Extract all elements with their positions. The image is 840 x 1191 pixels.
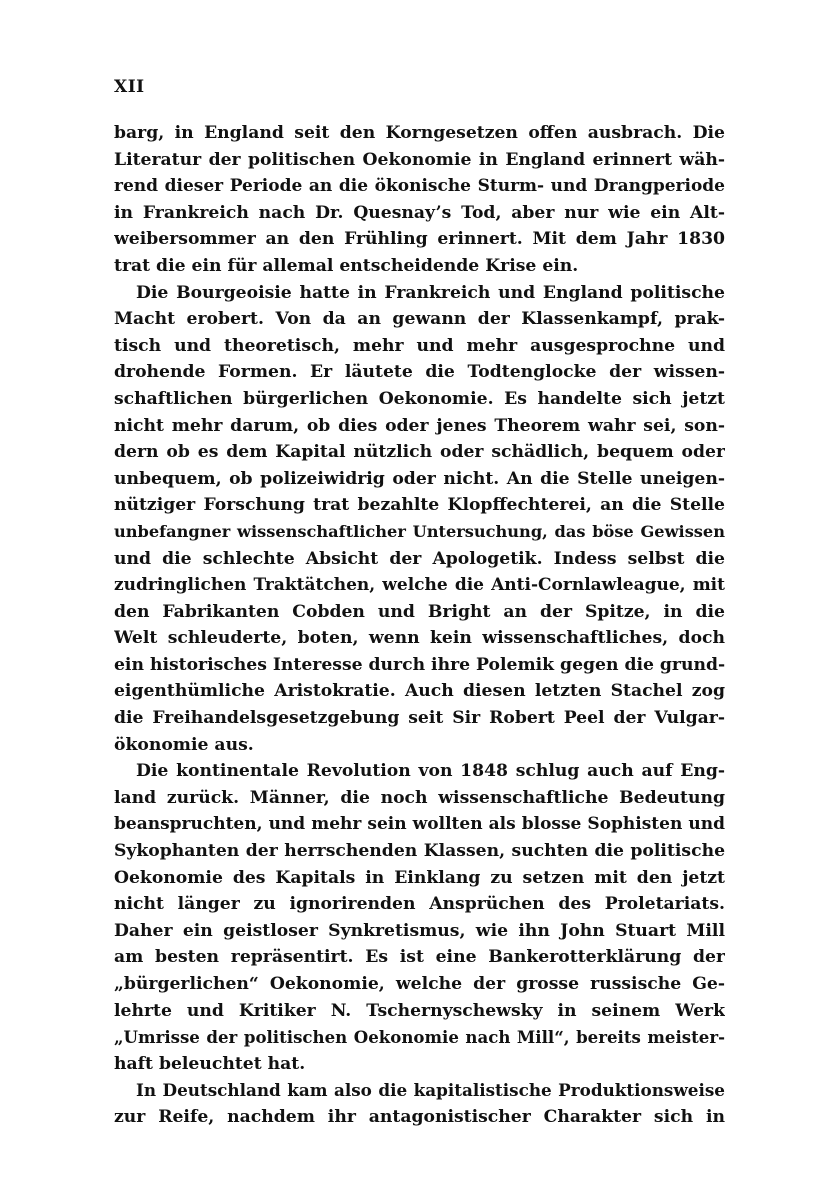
text-line: ökonomie aus. bbox=[114, 734, 254, 755]
text-line: in Frankreich nach Dr. Quesnay’s Tod, aber nur wie ein Alt- bbox=[114, 202, 725, 223]
text-line: nicht länger zu ignorirenden Ansprüchen des Proletariats. bbox=[114, 894, 725, 915]
text-line: barg, in England seit den Korngesetzen offen ausbrach. Die bbox=[114, 123, 725, 143]
text-line: und die schlechte Absicht der Apologetik. Indess selbst die bbox=[114, 548, 725, 569]
text-line: beanspruchten, und mehr sein wollten als blosse Sophisten und bbox=[114, 814, 725, 835]
text-line: lehrte und Kritiker N. Tschernyschewsky in seinem Werk bbox=[114, 1000, 725, 1021]
text-line: haft beleuchtet hat. bbox=[114, 1053, 306, 1074]
text-line: nicht mehr darum, ob dies oder jenes Theorem wahr sei, son- bbox=[114, 415, 725, 436]
text-line: nütziger Forschung trat bezahlte Klopffechterei, an die Stelle bbox=[114, 495, 725, 516]
text-line: unbequem, ob polizeiwidrig oder nicht. An die Stelle uneigen- bbox=[114, 468, 725, 489]
text-line: schaftlichen bürgerlichen Oekonomie. Es handelte sich jetzt bbox=[114, 388, 725, 409]
text-line: Literatur der politischen Oekonomie in England erinnert wäh- bbox=[114, 149, 725, 170]
text-line: eigenthümliche Aristokratie. Auch diesen letzten Stachel zog bbox=[114, 681, 725, 702]
text-line: land zurück. Männer, die noch wissenschaftliche Bedeutung bbox=[114, 787, 725, 808]
text-line: In Deutschland kam also die kapitalistische Produktionsweise bbox=[136, 1080, 725, 1101]
body-text bbox=[114, 120, 725, 1131]
text-line: Die Bourgeoisie hatte in Frankreich und England politische bbox=[136, 282, 725, 303]
text-line: rend dieser Periode an die ökonische Sturm- und Drangperiode bbox=[114, 176, 725, 197]
text-line: am besten repräsentirt. Es ist eine Bankerotterklärung der bbox=[114, 947, 725, 968]
text-line: den Fabrikanten Cobden und Bright an der Spitze, in die bbox=[114, 601, 725, 622]
text-line: dern ob es dem Kapital nützlich oder schädlich, bequem oder bbox=[114, 442, 725, 463]
text-line: Welt schleuderte, boten, wenn kein wissenschaftliches, doch bbox=[114, 628, 725, 649]
text-line: zudringlichen Traktätchen, welche die Anti-Cornlawleague, mit bbox=[114, 575, 725, 596]
text-line: ein historisches Interesse durch ihre Polemik gegen die grund- bbox=[114, 654, 725, 675]
text-line: Oekonomie des Kapitals in Einklang zu setzen mit den jetzt bbox=[114, 867, 725, 888]
text-line: Daher ein geistloser Synkretismus, wie ihn John Stuart Mill bbox=[114, 920, 725, 941]
text-line: Macht erobert. Von da an gewann der Klassenkampf, prak- bbox=[114, 309, 725, 330]
text-line: „bürgerlichen“ Oekonomie, welche der grosse russische Ge- bbox=[114, 974, 725, 994]
text-line: drohende Formen. Er läutete die Todtenglocke der wissen- bbox=[114, 362, 725, 383]
text-line: „Umrisse der politischen Oekonomie nach Mill“, bereits meister- bbox=[114, 1027, 725, 1048]
page-number: XII bbox=[114, 77, 145, 97]
text-line: die Freihandelsgesetzgebung seit Sir Robert Peel der Vulgar- bbox=[114, 708, 725, 729]
text-line: tisch und theoretisch, mehr und mehr ausgesprochne und bbox=[114, 335, 725, 356]
text-line: trat die ein für allemal entscheidende Krise ein. bbox=[114, 255, 579, 276]
text-line: Sykophanten der herrschenden Klassen, suchten die politische bbox=[114, 841, 725, 862]
text-line: zur Reife, nachdem ihr antagonistischer Charakter sich in bbox=[114, 1106, 725, 1127]
text-line: weibersommer an den Frühling erinnert. Mit dem Jahr 1830 bbox=[114, 229, 725, 250]
text-line: Die kontinentale Revolution von 1848 schlug auch auf Eng- bbox=[136, 761, 725, 782]
text-line: unbefangner wissenschaftlicher Untersuchung, das böse Gewissen bbox=[114, 521, 725, 541]
